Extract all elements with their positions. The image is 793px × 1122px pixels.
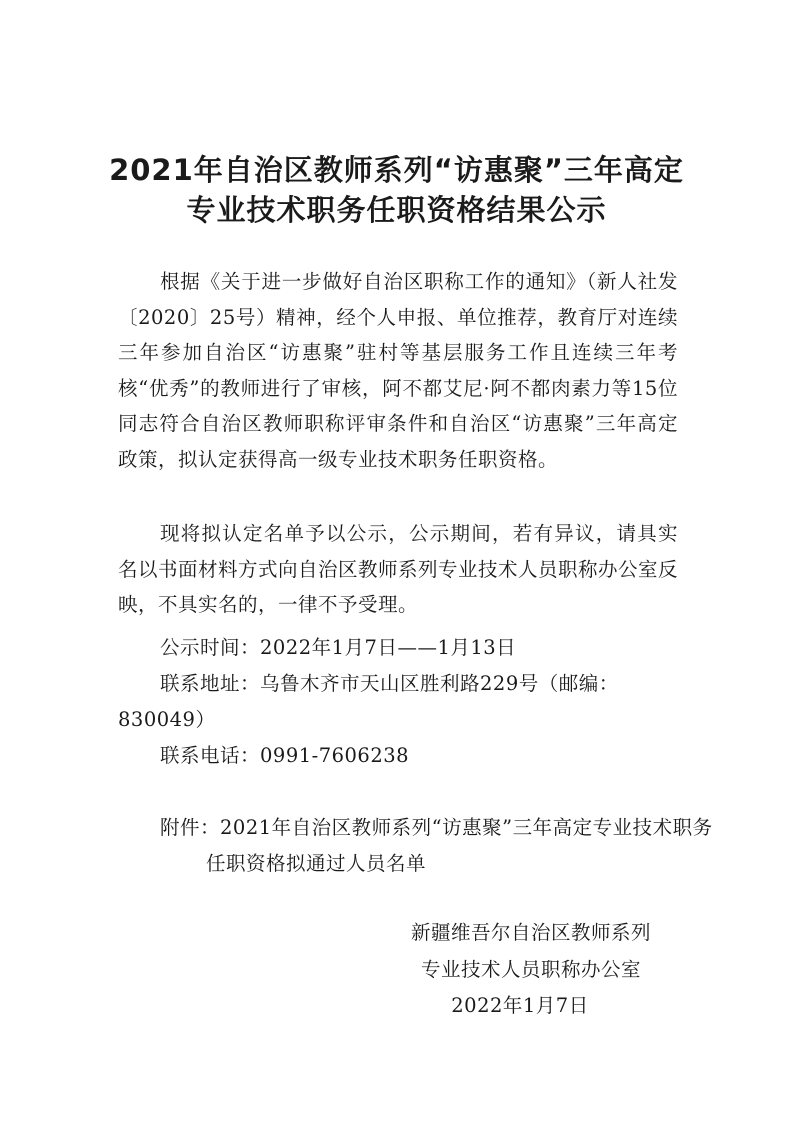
signature-org-line-2: 专业技术人员职称办公室 bbox=[420, 958, 641, 981]
body-paragraph-2: 现将拟认定名单予以公示，公示期间，若有异议，请具实名以书面材料方式向自治区教师系列专业技术人员职称办公室反映，不具实名的，一律不予受理。 bbox=[118, 522, 679, 616]
document-title-line-1: 2021年自治区教师系列“访惠聚”三年高定 bbox=[109, 153, 684, 187]
publicity-period: 公示时间：2022年1月7日——1月13日 bbox=[160, 636, 517, 659]
signature-date: 2022年1月7日 bbox=[451, 994, 589, 1017]
body-paragraph-1: 根据《关于进一步做好自治区职称工作的通知》（新人社发〔2020〕25号）精神，经个人申报、单位推荐，教育厅对连续三年参加自治区“访惠聚”驻村等基层服务工作且连续三年考核“优秀”的教师进行了审核，阿不都艾尼·阿不都肉素力等15位同志符合自治区教师职称评审条件和自治区“访惠聚”三年高定政策，拟认定获得高一级专业技术职务任职资格。 bbox=[118, 270, 678, 471]
signature-org-line-1: 新疆维吾尔自治区教师系列 bbox=[410, 921, 651, 944]
contact-address: 联系地址：乌鲁木齐市天山区胜利路229号（邮编：830049） bbox=[118, 672, 619, 731]
contact-phone: 联系电话：0991-7606238 bbox=[160, 744, 410, 767]
attachment-note: 附件：2021年自治区教师系列“访惠聚”三年高定专业技术职务任职资格拟通过人员名单 bbox=[160, 816, 713, 875]
document-title-line-2: 专业技术职务任职资格结果公示 bbox=[186, 193, 607, 227]
